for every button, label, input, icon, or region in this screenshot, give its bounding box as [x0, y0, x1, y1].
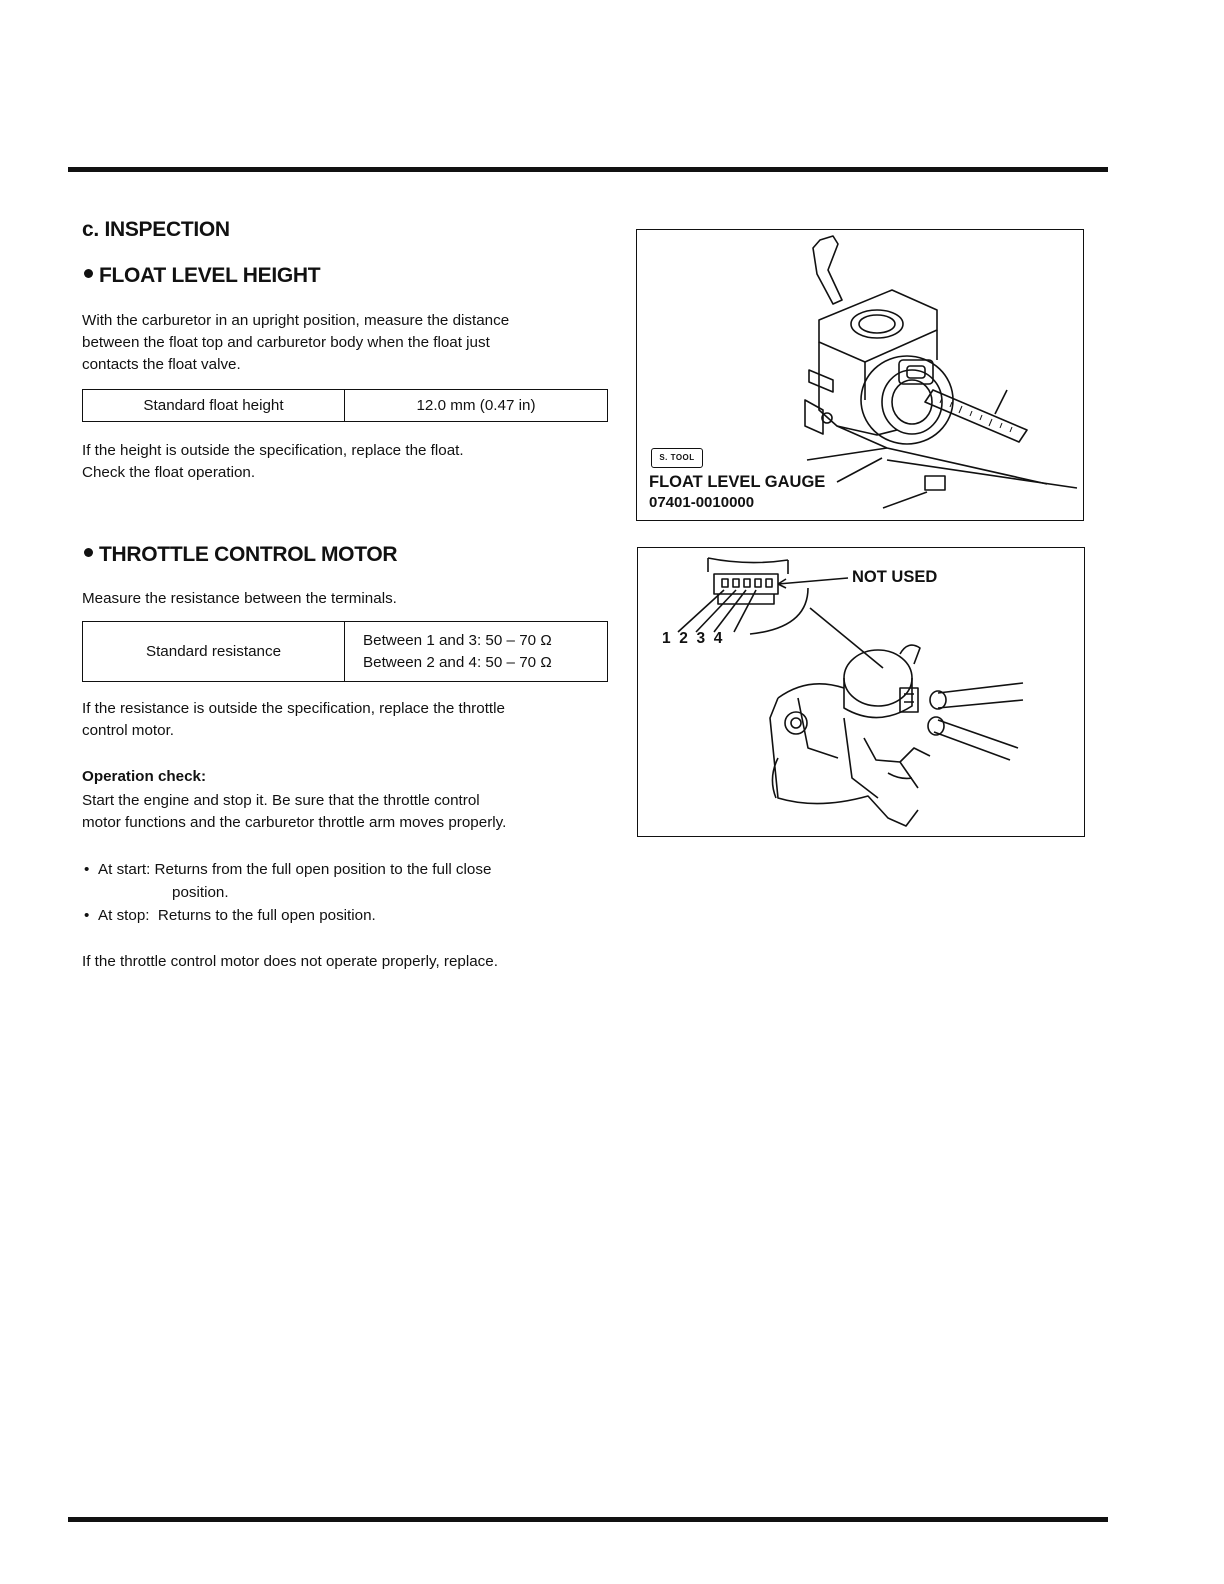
- spec-label: Standard float height: [83, 390, 345, 422]
- float-level-after: If the height is outside the specification, replace the float. Check the float operation.: [82, 442, 464, 481]
- bullet-icon: [84, 269, 93, 278]
- resistance-spec-table: [82, 621, 608, 682]
- float-level-intro: With the carburetor in an upright position, measure the distance between the float top and carburetor body when the float just contacts the float valve.: [82, 312, 510, 373]
- float-level-heading: FLOAT LEVEL HEIGHT: [84, 264, 320, 288]
- spec-label: Standard resistance: [83, 622, 345, 682]
- bullet-dot-icon: •: [84, 861, 90, 878]
- float-gauge-label: FLOAT LEVEL GAUGE: [649, 473, 826, 491]
- bullet-dot-icon: •: [84, 907, 90, 924]
- float-height-spec-table: [82, 389, 608, 422]
- throttle-motor-figure: [637, 547, 1085, 837]
- throttle-motor-after: If the resistance is outside the specification, replace the throttle control motor.: [82, 700, 505, 739]
- top-rule: [68, 167, 1108, 172]
- table-row: [83, 390, 608, 422]
- list-item: • At stop: Returns to the full open position.: [82, 904, 608, 927]
- operation-check-text: Start the engine and stop it. Be sure that the throttle control motor functions and the carburetor throttle arm moves properly.: [82, 792, 507, 831]
- table-row: [83, 622, 608, 682]
- list-item: • At start: Returns from the full open position to the full close position.: [82, 858, 608, 904]
- throttle-motor-heading: THROTTLE CONTROL MOTOR: [84, 543, 397, 567]
- bottom-rule: [68, 1517, 1108, 1522]
- bullet-icon: [84, 548, 93, 557]
- operation-bullets: [82, 858, 608, 927]
- float-gauge-part-number: 07401-0010000: [649, 494, 755, 511]
- special-tool-badge: S. TOOL: [651, 448, 703, 468]
- spec-value: 12.0 mm (0.47 in): [345, 390, 608, 422]
- terminal-numbers-label: 1 2 3 4: [662, 630, 723, 647]
- throttle-motor-illustration: [638, 548, 1084, 836]
- final-instruction: If the throttle control motor does not operate properly, replace.: [82, 953, 498, 970]
- throttle-motor-intro: Measure the resistance between the terminals.: [82, 590, 397, 607]
- not-used-label: NOT USED: [852, 568, 938, 586]
- spec-value: Between 1 and 3: 50 – 70 Ω Between 2 and 4: 50 – 70 Ω: [345, 622, 608, 682]
- operation-check-heading: Operation check:: [82, 768, 207, 785]
- section-title: c. INSPECTION: [82, 218, 230, 241]
- float-level-figure: [636, 229, 1084, 521]
